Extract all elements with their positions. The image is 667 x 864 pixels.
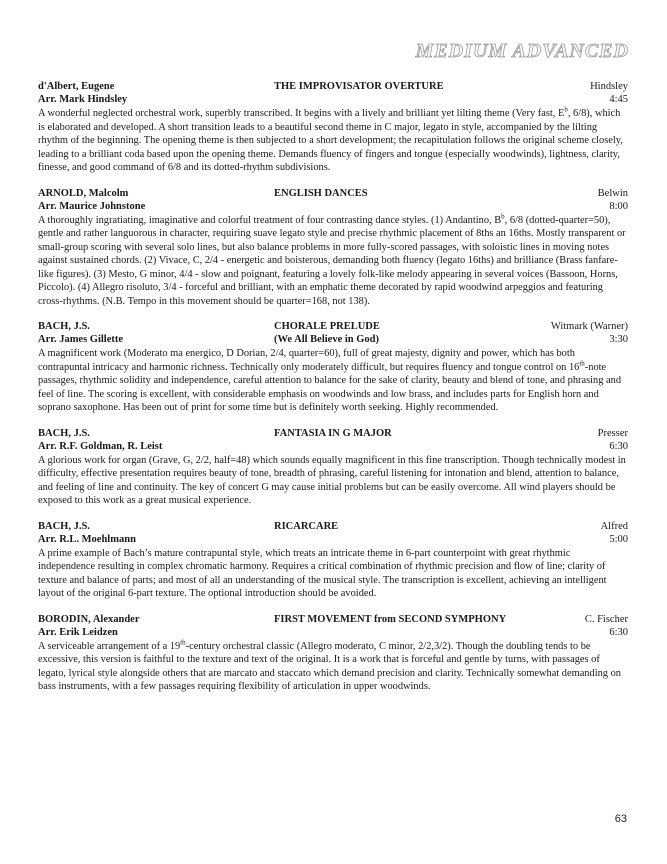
entry-dalbert: [38, 80, 628, 175]
publisher-name: Hindsley: [590, 81, 628, 92]
work-subtitle: (We All Believe in God): [274, 334, 379, 345]
work-subtitle: [274, 93, 508, 106]
arranger-name: Arr. James Gillette: [38, 334, 124, 345]
page-number: 63: [614, 813, 627, 825]
publisher-name: Witmark (Warner): [550, 321, 628, 332]
duration: 6:30: [609, 626, 628, 638]
arranger-name: Arr. Erik Leidzen: [38, 626, 118, 638]
publisher-name: Belwin: [597, 187, 628, 199]
duration: 6:30: [609, 440, 628, 452]
entry-borodin: [38, 613, 628, 694]
composer-name: BACH, J.S.: [38, 321, 90, 332]
composer-name: BACH, J.S.: [38, 427, 90, 439]
work-title: FANTASIA IN G MAJOR: [274, 427, 392, 439]
entry-bach-fantasia: [38, 427, 628, 508]
work-title: THE IMPROVISATOR OVERTURE: [274, 81, 444, 92]
section-heading: MEDIUM ADVANCED: [415, 40, 629, 62]
composer-name: d'Albert, Eugene: [38, 81, 115, 92]
duration: 5:00: [609, 533, 628, 545]
arranger-name: Arr. R.F. Goldman, R. Leist: [38, 440, 163, 452]
entry-description: A prime example of Bach’s mature contrapuntal style, which treats an intricate theme in 6-part counterpoint with great rhythmic independence resulting in complex chromatic harmony. Requires a critical combination of rhythmic precision and flow of line; clarity of texture and balance of parts; and most of all an understanding of the musical style. The transcription is excellent, achieving an intelligent layout of the original 6-part texture. The optional introduction should be avoided.: [38, 547, 607, 599]
entry-description: A thoroughly ingratiating, imaginative and colorful treatment of four contrasting dance styles. (1) Andantino, $B^b$, 6/8 (dotted-quarter=50), gentle and rather languorous in character, requiring suave legato style and precise rhythmic placement of 8ths an 16ths. Mostly transparent or small-group scoring with several solo lines, but also balance problems in more fully-scored passages, with soloistic lines in moving notes against sustained chords. (2) Vivace, C, 2/4 - energetic and boisterous, demanding both fluency (legato 16ths) and brilliance (Brass fanfare-like figures). (3) Mesto, G minor, 4/4 - slow and poignant, featuring a lovely folk-like melody appearing in several voices (Bassoon, Horns, Piccolo). (4) Allegro risoluto, 3/4 - forceful and brilliant, with an emphatic theme decorated by rapid woodwind arpeggios and featuring cross-rhythms. (N.B. Tempo in this movement should be quarter=168, not 138).: [38, 212, 626, 307]
work-title: ENGLISH DANCES: [274, 187, 368, 199]
work-subtitle: [274, 626, 508, 639]
publisher-name: C. Fischer: [584, 613, 628, 625]
arranger-name: Arr. Mark Hindsley: [38, 94, 128, 105]
entry-list: [38, 80, 628, 706]
composer-name: ARNOLD, Malcolm: [38, 187, 129, 199]
work-title: FIRST MOVEMENT from SECOND SYMPHONY: [274, 613, 507, 625]
entry-description: A wonderful neglected orchestral work, superbly transcribed. It begins with a lively and brilliant yet lilting theme (Very fast, $E^b$, 6/8), which is elaborated and developed. A short transition leads to a beautiful second theme in C major, legato in style, accompanied by the lilting rhythm of the beginning. The opening theme is then subjected to a short development; the recapitulation follows the original scheme closely, leading to a brilliant coda based upon the opening theme. Demands fluency of fingers and tongue (especially woodwinds), lightness, clarity, finesse, and good command of 6/8 and its dotted-rhythm subdivisions.: [38, 105, 623, 173]
arranger-name: Arr. Maurice Johnstone: [38, 200, 146, 212]
entry-arnold: [38, 187, 628, 309]
composer-name: BACH, J.S.: [38, 520, 90, 532]
publisher-name: Alfred: [600, 520, 628, 532]
work-subtitle: [274, 533, 508, 546]
work-title: RICARCARE: [274, 520, 339, 532]
work-subtitle: [274, 440, 508, 453]
entry-bach-ricarcare: [38, 520, 628, 601]
publisher-name: Presser: [597, 427, 628, 439]
entry-description: A serviceable arrangement of a 19th-century orchestral classic (Allegro moderato, C minor, 2/2,3/2). Though the doubling tends to be excessive, this version is faithful to the texture and text of the original. It is a work that is forceful and gentle by turns, with passages of legato, lyrical style alongside others that are marcato and staccato which demand precision and clarity. Technically somewhat demanding on bass instruments, with a few passages requiring flexibility of articulation in upper woodwinds.: [38, 638, 621, 692]
work-title: CHORALE PRELUDE: [274, 321, 380, 332]
entry-description: A magnificent work (Moderato ma energico, D Dorian, 2/4, quarter=60), full of great majesty, dignity and power, which has both contrapuntal intricacy and harmonic richness. Technically only moderately difficult, but requires fluency and tongue control on 16th-note passages, rhythmic solidity and independence, careful attention to balance for the sake of clarity, beauty and blend of tone, and phrasing and feel of line. The scoring is excellent, with considerable emphasis on woodwinds and low brass, and includes parts for English horn and soprano saxophone. Has been out of print for some time but is definitely worth seeking. Highly recommended.: [38, 348, 622, 413]
work-subtitle: [274, 200, 508, 213]
arranger-name: Arr. R.L. Moehlmann: [38, 533, 136, 545]
entry-bach-chorale: [38, 320, 628, 415]
composer-name: BORODIN, Alexander: [38, 613, 140, 625]
duration: 8:00: [609, 200, 628, 212]
entry-description: A glorious work for organ (Grave, G, 2/2, half=48) which sounds equally magnificent in this fine transcription. Though technically modest in difficulty, effective presentation requires beauty of tone, breadth of phrasing, careful listening for intonation and blend, attention to balance, and feeling of line and continuity. The key of concert G may cause initial problems but can be easily overcome. All wind players should be exposed to this work as a great musical experience.: [38, 454, 626, 506]
duration: 3:30: [609, 334, 628, 345]
duration: 4:45: [609, 94, 628, 105]
